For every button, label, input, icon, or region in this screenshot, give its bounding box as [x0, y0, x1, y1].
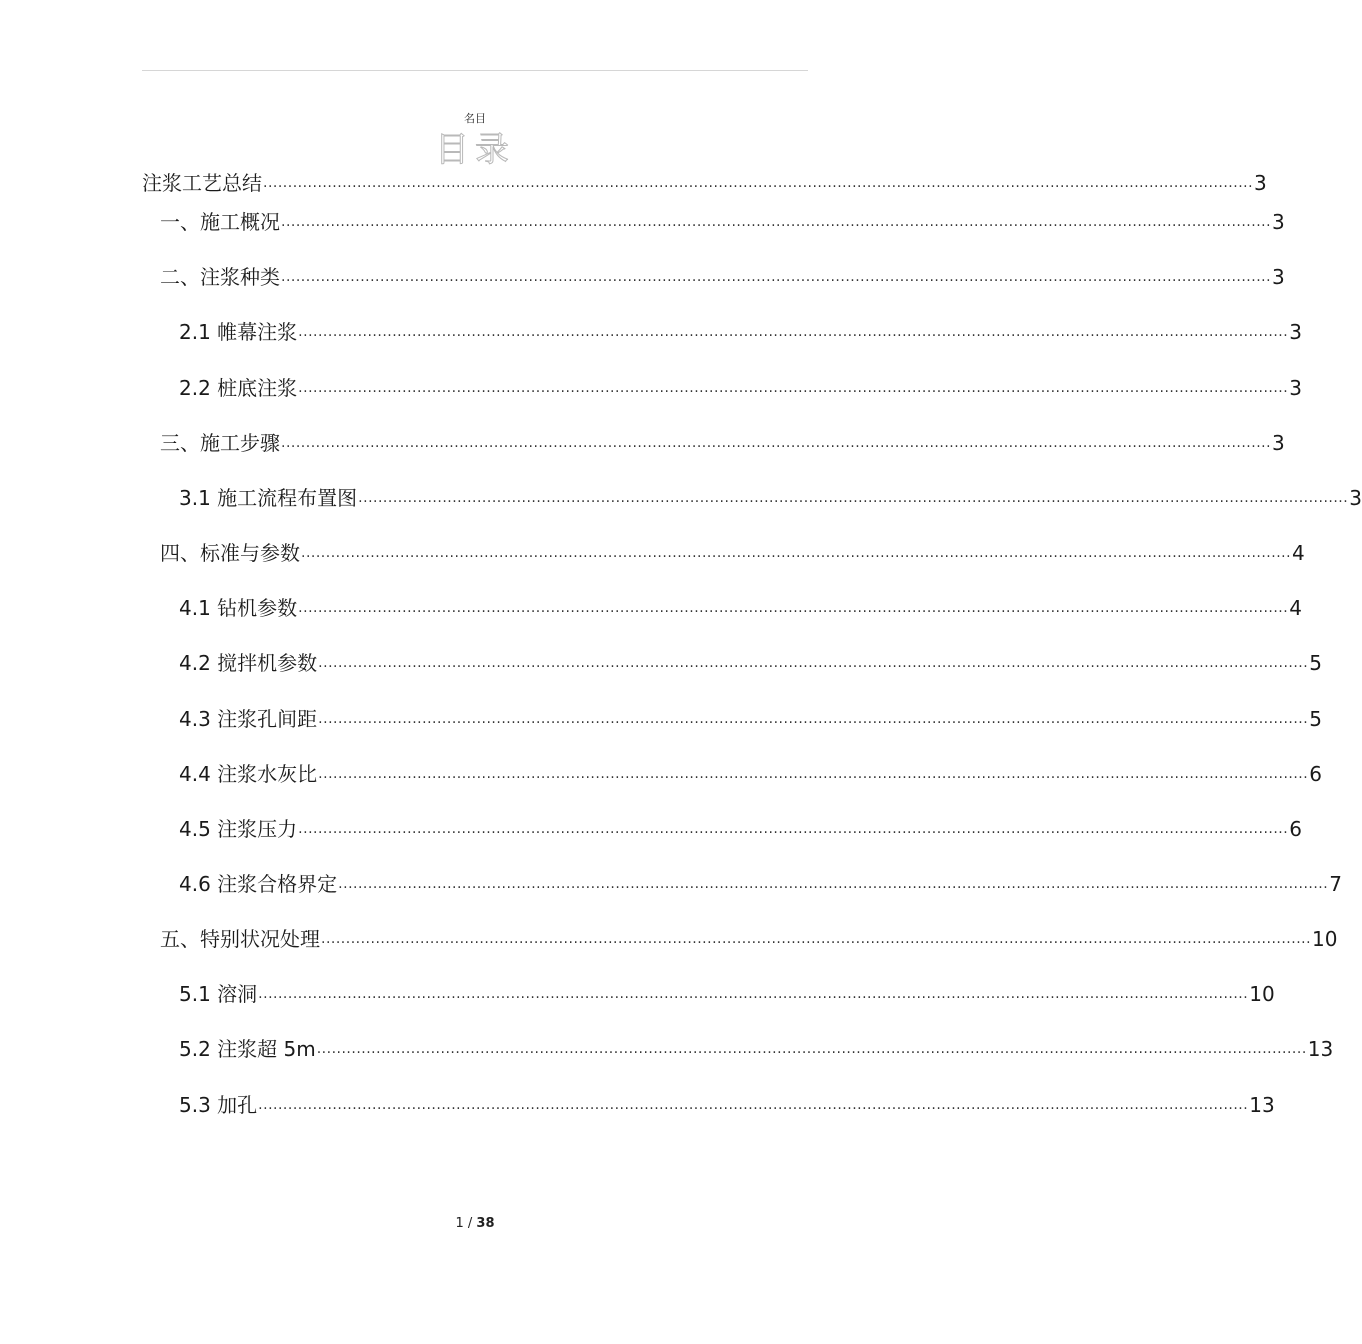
toc-entry[interactable] [142, 207, 1285, 237]
toc-entry-page: 3 [1272, 431, 1285, 455]
toc-entry-page: 3 [1289, 376, 1302, 400]
toc-entry-label: 3.1 施工流程布置图 [179, 486, 358, 510]
toc-entry-page: 3 [1349, 486, 1362, 510]
toc-leader-dots: ........................................................................................................................................................................................................ [263, 175, 1254, 191]
toc-entry-page: 7 [1329, 872, 1342, 896]
toc-entry-page: 3 [1254, 171, 1267, 195]
toc-entry[interactable] [142, 593, 1302, 623]
toc-entry[interactable] [142, 428, 1285, 458]
toc-entry-page: 3 [1272, 210, 1285, 234]
toc-entry-label: 4.5 注浆压力 [179, 817, 298, 841]
page-separator: / [467, 1216, 473, 1231]
toc-leader-dots: ........................................................................................................................................................................................................ [298, 821, 1289, 837]
toc-leader-dots: ........................................................................................................................................................................................................ [258, 1097, 1249, 1113]
toc-title: 目录 [435, 130, 515, 170]
toc-leader-dots: ........................................................................................................................................................................................................ [321, 931, 1312, 947]
toc-leader-dots: ........................................................................................................................................................................................................ [318, 711, 1309, 727]
toc-entry-page: 10 [1249, 982, 1275, 1006]
toc-entry-label: 一、施工概况 [160, 210, 280, 234]
toc-leader-dots: ........................................................................................................................................................................................................ [316, 1041, 1307, 1057]
toc-entry-label: 5.1 溶洞 [179, 982, 258, 1006]
toc-entry-page: 3 [1272, 265, 1285, 289]
toc-entry[interactable] [142, 373, 1302, 403]
toc-entry-label: 2.1 帷幕注浆 [179, 320, 298, 344]
toc-entry-page: 5 [1309, 707, 1322, 731]
toc-entry-page: 13 [1249, 1093, 1275, 1117]
toc-entry[interactable] [142, 168, 1267, 198]
toc-entry-label: 4.3 注浆孔间距 [179, 707, 318, 731]
toc-entry-page: 6 [1309, 762, 1322, 786]
toc-entry[interactable] [142, 648, 1322, 678]
header-rule [142, 70, 808, 71]
toc-entry-label: 4.1 钻机参数 [179, 596, 298, 620]
toc-leader-dots: ........................................................................................................................................................................................................ [281, 214, 1272, 230]
toc-leader-dots: ........................................................................................................................................................................................................ [318, 655, 1309, 671]
toc-entry[interactable] [142, 538, 1305, 568]
toc-entry-label: 二、注浆种类 [160, 265, 280, 289]
toc-entry[interactable] [142, 1090, 1275, 1120]
toc-entry[interactable] [142, 869, 1342, 899]
toc-leader-dots: ........................................................................................................................................................................................................ [358, 490, 1349, 506]
toc-entry-label: 4.4 注浆水灰比 [179, 762, 318, 786]
toc-leader-dots: ........................................................................................................................................................................................................ [301, 545, 1292, 561]
toc-entry-label: 注浆工艺总结 [142, 171, 262, 195]
toc-leader-dots: ........................................................................................................................................................................................................ [338, 876, 1329, 892]
toc-leader-dots: ........................................................................................................................................................................................................ [298, 380, 1289, 396]
toc-entry-page: 6 [1289, 817, 1302, 841]
toc-leader-dots: ........................................................................................................................................................................................................ [298, 324, 1289, 340]
toc-entry-label: 5.2 注浆超 5m [179, 1037, 316, 1061]
toc-leader-dots: ........................................................................................................................................................................................................ [258, 986, 1249, 1002]
toc-entry-page: 3 [1289, 320, 1302, 344]
toc-leader-dots: ........................................................................................................................................................................................................ [298, 600, 1289, 616]
toc-entry-page: 10 [1312, 927, 1338, 951]
toc-entry[interactable] [142, 1034, 1334, 1064]
toc-entry[interactable] [142, 924, 1338, 954]
toc-entry[interactable] [142, 262, 1285, 292]
toc-entry[interactable] [142, 979, 1275, 1009]
toc-entry-label: 5.3 加孔 [179, 1093, 258, 1117]
total-pages: 38 [476, 1216, 495, 1231]
toc-entry-label: 2.2 桩底注浆 [179, 376, 298, 400]
toc-entry-label: 4.2 搅拌机参数 [179, 651, 318, 675]
toc-entry[interactable] [142, 317, 1302, 347]
page-number [0, 1216, 950, 1231]
toc-entry-label: 五、特别状况处理 [160, 927, 320, 951]
toc-leader-dots: ........................................................................................................................................................................................................ [281, 435, 1272, 451]
toc-entry-page: 13 [1307, 1037, 1334, 1061]
toc-leader-dots: ........................................................................................................................................................................................................ [281, 269, 1272, 285]
toc-entry[interactable] [142, 483, 1362, 513]
toc-entry[interactable] [142, 814, 1302, 844]
toc-entry[interactable] [142, 759, 1322, 789]
toc-entry-page: 4 [1292, 541, 1305, 565]
current-page: 1 [455, 1216, 464, 1231]
toc-entry-page: 5 [1309, 651, 1322, 675]
toc-entry-page: 4 [1289, 596, 1302, 620]
toc-entry[interactable] [142, 704, 1322, 734]
toc-leader-dots: ........................................................................................................................................................................................................ [318, 766, 1309, 782]
toc-entry-label: 4.6 注浆合格界定 [179, 872, 338, 896]
toc-entry-label: 三、施工步骤 [160, 431, 280, 455]
running-header: 名目 [464, 112, 486, 125]
toc-entry-label: 四、标准与参数 [160, 541, 300, 565]
